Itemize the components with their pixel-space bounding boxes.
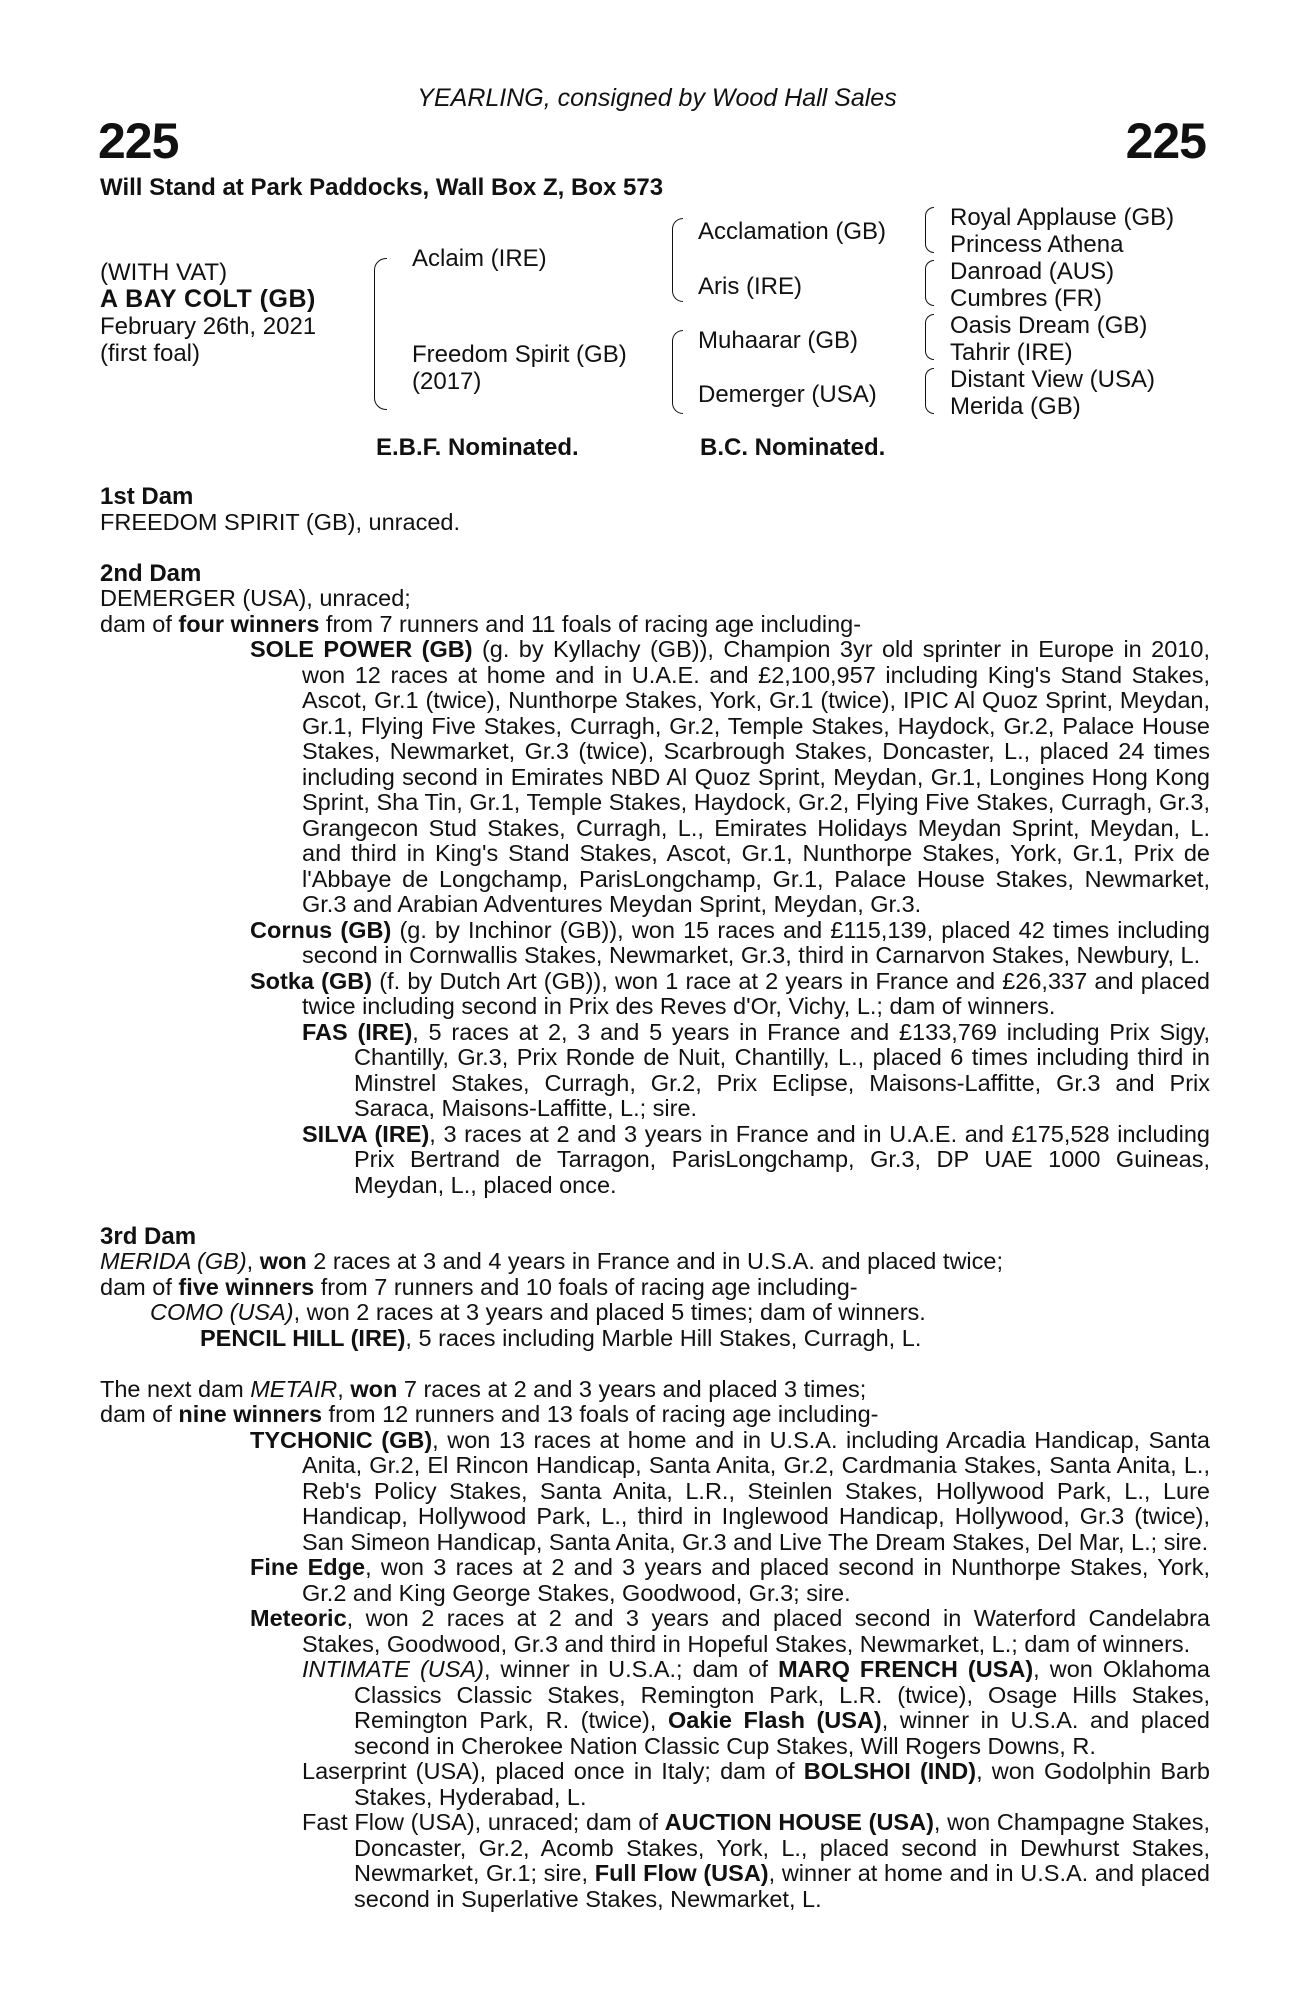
granddam-4: Merida (GB): [950, 393, 1081, 420]
stand-location: Will Stand at Park Paddocks, Wall Box Z, Box 573: [100, 174, 664, 201]
lot-number-right: 225: [1125, 113, 1206, 169]
produce-como: COMO (USA), won 2 races at 3 years and placed 5 times; dam of winners.: [150, 1299, 926, 1325]
bracket-sire: [672, 218, 683, 302]
second-dam-heading: 2nd Dam: [100, 559, 202, 587]
produce-sotka: Sotka (GB) (f. by Dutch Art (GB)), won 1 race at 2 years in France and £26,337 and placed twice including second in Prix des Reves d'Or, Vichy, L.; dam of winners.: [250, 967, 1210, 1019]
grandsire-3: Oasis Dream (GB): [950, 312, 1148, 339]
consignment-header: YEARLING, consigned by Wood Hall Sales: [417, 84, 897, 112]
sire-dam-name: Aris (IRE): [698, 273, 802, 300]
grandsire-2: Danroad (AUS): [950, 258, 1115, 285]
produce-sole-power: SOLE POWER (GB) (g. by Kyllachy (GB)), Champion 3yr old sprinter in Europe in 2010, won 12 races at home and in U.A.E. and £2,100,957 including King's Stand Stakes, Ascot, Gr.1 (twice), Nunthorpe Stakes, York, Gr.1 (twice), IPIC Al Quoz Sprint, Meydan, Gr.1, Flying Five Stakes, Curragh, Gr.2, Temple Stakes, Haydock, Gr.2, Palace House Stakes, Newmarket, Gr.3 (twice), Scarbrough Stakes, Doncaster, L., placed 24 times including second in Emirates NBD Al Quoz Sprint, Meydan, Gr.1, Longines Hong Kong Sprint, Sha Tin, Gr.1, Temple Stakes, Haydock, Gr.2, Flying Five Stakes, Curragh, Gr.3, Grangecon Stud Stakes, Curragh, L., Emirates Holidays Meydan Sprint, Meydan, L. and third in King's Stand Stakes, Ascot, Gr.1, Nunthorpe Stakes, York, Gr.1, Prix de l'Abbaye de Longchamp, ParisLongchamp, Gr.1, Palace House Stakes, Newmarket, Gr.3 and Arabian Adventures Meydan Sprint, Meydan, Gr.3.: [250, 636, 1210, 917]
grandsire-1: Royal Applause (GB): [950, 204, 1175, 231]
bracket-g4: [925, 368, 934, 414]
second-dam-line: DEMERGER (USA), unraced;: [100, 585, 411, 611]
produce-meteoric: Meteoric, won 2 races at 2 and 3 years and placed second in Waterford Candelabra Stakes, Goodwood, Gr.3 and third in Hopeful Stakes, Newmarket, L.; dam of winners.: [250, 1605, 1210, 1657]
next-dam-produce-summary: dam of nine winners from 12 runners and 13 foals of racing age including-: [100, 1401, 879, 1427]
catalogue-body: [100, 484, 1210, 1912]
third-dam-line: MERIDA (GB), won 2 races at 3 and 4 years in France and in U.S.A. and placed twice;: [100, 1248, 1003, 1274]
produce-silva: SILVA (IRE), 3 races at 2 and 3 years in France and in U.A.E. and £175,528 including Prix Bertrand de Tarragon, ParisLongchamp, Gr.3, DP UAE 1000 Guineas, Meydan, L., placed once.: [302, 1120, 1210, 1198]
produce-laserprint: Laserprint (USA), placed once in Italy; dam of BOLSHOI (IND), won Godolphin Barb Stakes, Hyderabad, L.: [302, 1758, 1210, 1810]
granddam-1: Princess Athena: [950, 231, 1124, 258]
produce-pencil-hill: PENCIL HILL (IRE), 5 races including Marble Hill Stakes, Curragh, L.: [200, 1324, 922, 1351]
produce-fas: FAS (IRE), 5 races at 2, 3 and 5 years in France and £133,769 including Prix Sigy, Chantilly, Gr.3, Prix Ronde de Nuit, Chantilly, L., placed 6 times including third in Minstrel Stakes, Curragh, Gr.2, Prix Eclipse, Maisons-Laffitte, Gr.3 and Prix Saraca, Maisons-Laffitte, L.; sire.: [302, 1018, 1210, 1121]
granddam-2: Cumbres (FR): [950, 285, 1103, 312]
produce-fast-flow: Fast Flow (USA), unraced; dam of AUCTION HOUSE (USA), won Champagne Stakes, Doncaster, Gr.2, Acomb Stakes, York, L., placed second in Dewhurst Stakes, Newmarket, Gr.1; sire, Full Flow (USA), winner at home and in U.S.A. and placed second in Superlative Stakes, Newmarket, L.: [302, 1809, 1210, 1912]
bc-nomination: B.C. Nominated.: [700, 434, 886, 461]
ebf-nomination: E.B.F. Nominated.: [376, 434, 579, 461]
next-dam-line: The next dam METAIR, won 7 races at 2 and 3 years and placed 3 times;: [100, 1375, 867, 1402]
sire-sire-name: Acclamation (GB): [698, 218, 887, 245]
second-dam-produce-summary: dam of four winners from 7 runners and 11 foals of racing age including-: [100, 610, 862, 637]
horse-note: (first foal): [100, 340, 201, 367]
third-dam-produce-summary: dam of five winners from 7 runners and 10 foals of racing age including-: [100, 1273, 858, 1300]
dam-name: Freedom Spirit (GB): [412, 341, 627, 368]
bracket-dam: [672, 330, 683, 414]
dam-year: (2017): [412, 368, 482, 395]
third-dam-heading: 3rd Dam: [100, 1222, 197, 1250]
first-dam-heading: 1st Dam: [100, 483, 194, 510]
dam-dam-name: Demerger (USA): [698, 381, 877, 408]
produce-tychonic: TYCHONIC (GB), won 13 races at home and in U.S.A. including Arcadia Handicap, Santa Anita, Gr.2, El Rincon Handicap, Santa Anita, Gr.2, Cardmania Stakes, Santa Anita, L., Reb's Policy Stakes, Santa Anita, L.R., Steinlen Stakes, Hollywood Park, L., Lure Handicap, Hollywood Park, L., third in Inglewood Handicap, Hollywood, Gr.3 (twice), San Simeon Handicap, Santa Anita, Gr.3 and Live The Dream Stakes, Del Mar, L.; sire.: [250, 1426, 1210, 1555]
bracket-g1: [925, 207, 934, 253]
bracket-parents: [374, 258, 387, 410]
horse-name: A BAY COLT (GB): [100, 285, 316, 313]
first-dam-text: FREEDOM SPIRIT (GB), unraced.: [100, 508, 460, 535]
vat-label: (WITH VAT): [100, 259, 228, 286]
granddam-3: Tahrir (IRE): [950, 339, 1073, 366]
produce-fine-edge: Fine Edge, won 3 races at 2 and 3 years and placed second in Nunthorpe Stakes, York, Gr.2 and King George Stakes, Goodwood, Gr.3; sire.: [250, 1554, 1210, 1606]
dam-sire-name: Muhaarar (GB): [698, 327, 859, 354]
lot-number-left: 225: [98, 113, 179, 169]
produce-intimate: INTIMATE (USA), winner in U.S.A.; dam of MARQ FRENCH (USA), won Oklahoma Classics Classic Stakes, Remington Park, L.R. (twice), Osage Hills Stakes, Remington Park, R. (twice), Oakie Flash (USA), winner in U.S.A. and placed second in Cherokee Nation Classic Cup Stakes, Will Rogers Downs, R.: [302, 1656, 1210, 1759]
bracket-g2: [925, 260, 934, 306]
grandsire-4: Distant View (USA): [950, 366, 1155, 393]
horse-dob: February 26th, 2021: [100, 313, 317, 340]
produce-cornus: Cornus (GB) (g. by Inchinor (GB)), won 15 races and £115,139, placed 42 times including second in Cornwallis Stakes, Newmarket, Gr.3, third in Carnarvon Stakes, Newbury, L.: [250, 916, 1210, 968]
bracket-g3: [925, 314, 934, 360]
sire-name: Aclaim (IRE): [412, 245, 547, 272]
